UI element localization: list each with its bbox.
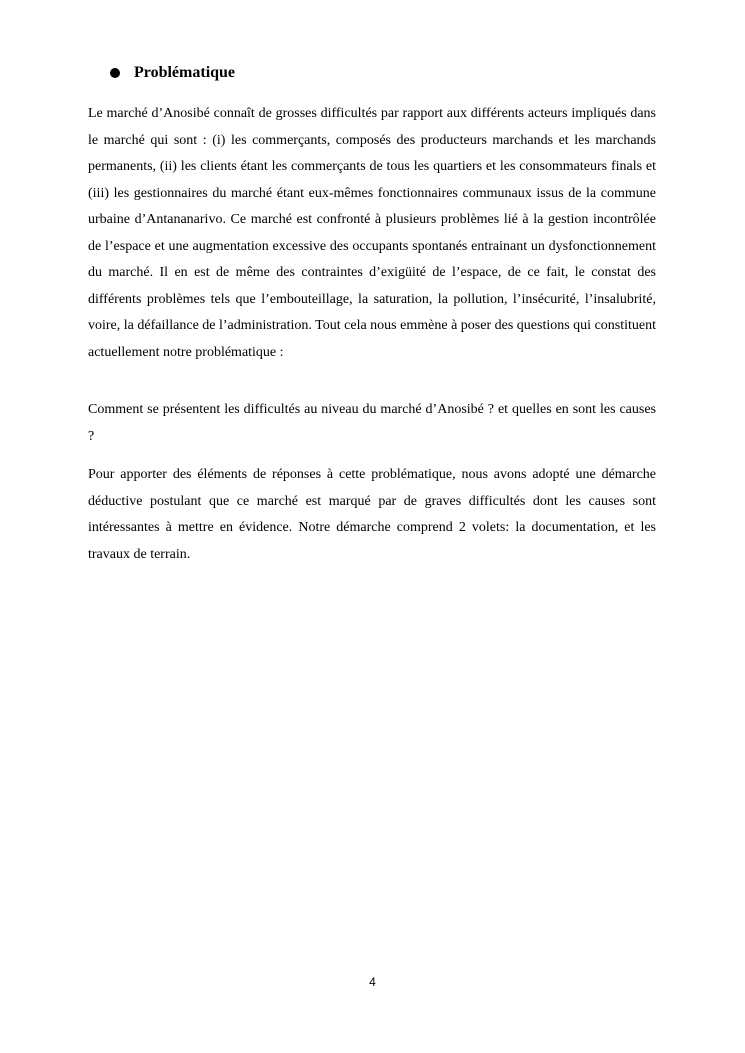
section-heading	[110, 62, 235, 84]
paragraph-question: Comment se présentent les difficultés au niveau du marché d’Anosibé ? et quelles en sont les causes ?	[88, 402, 656, 444]
section-title: Problématique	[134, 64, 236, 81]
bullet-icon	[110, 68, 120, 78]
paragraph-approach: Pour apporter des éléments de réponses à cette problématique, nous avons adopté une démarche déductive postulant que ce marché est marqué par de graves difficultés dont les causes sont intéressantes à mettre en évidence. Notre démarche comprend 2 volets: la documentation, et les travaux de terrain.	[88, 467, 656, 562]
paragraph-context: Le marché d’Anosibé connaît de grosses difficultés par rapport aux différents acteurs impliqués dans le marché qui sont : (i) les commerçants, composés des producteurs marchands et les marchands permanents, (ii) les clients étant les commerçants de tous les quartiers et les consommateurs finals et (iii) les gestionnaires du marché étant eux-mêmes fonctionnaires communaux issus de la commune urbaine d’Antananarivo. Ce marché est confronté à plusieurs problèmes lié à la gestion incontrôlée de l’espace et une augmentation excessive des occupants spontanés entrainant un dysfonctionnement du marché. Il en est de même des contraintes d’exigüité de l’espace, de ce fait, le constat des différents problèmes tels que l’embouteillage, la saturation, la pollution, l’insécurité, l’insalubrité, voire, la défaillance de l’administration. Tout cela nous emmène à poser des questions qui constituent actuellement notre problématique :	[88, 106, 656, 360]
page-number: 4	[369, 975, 376, 989]
